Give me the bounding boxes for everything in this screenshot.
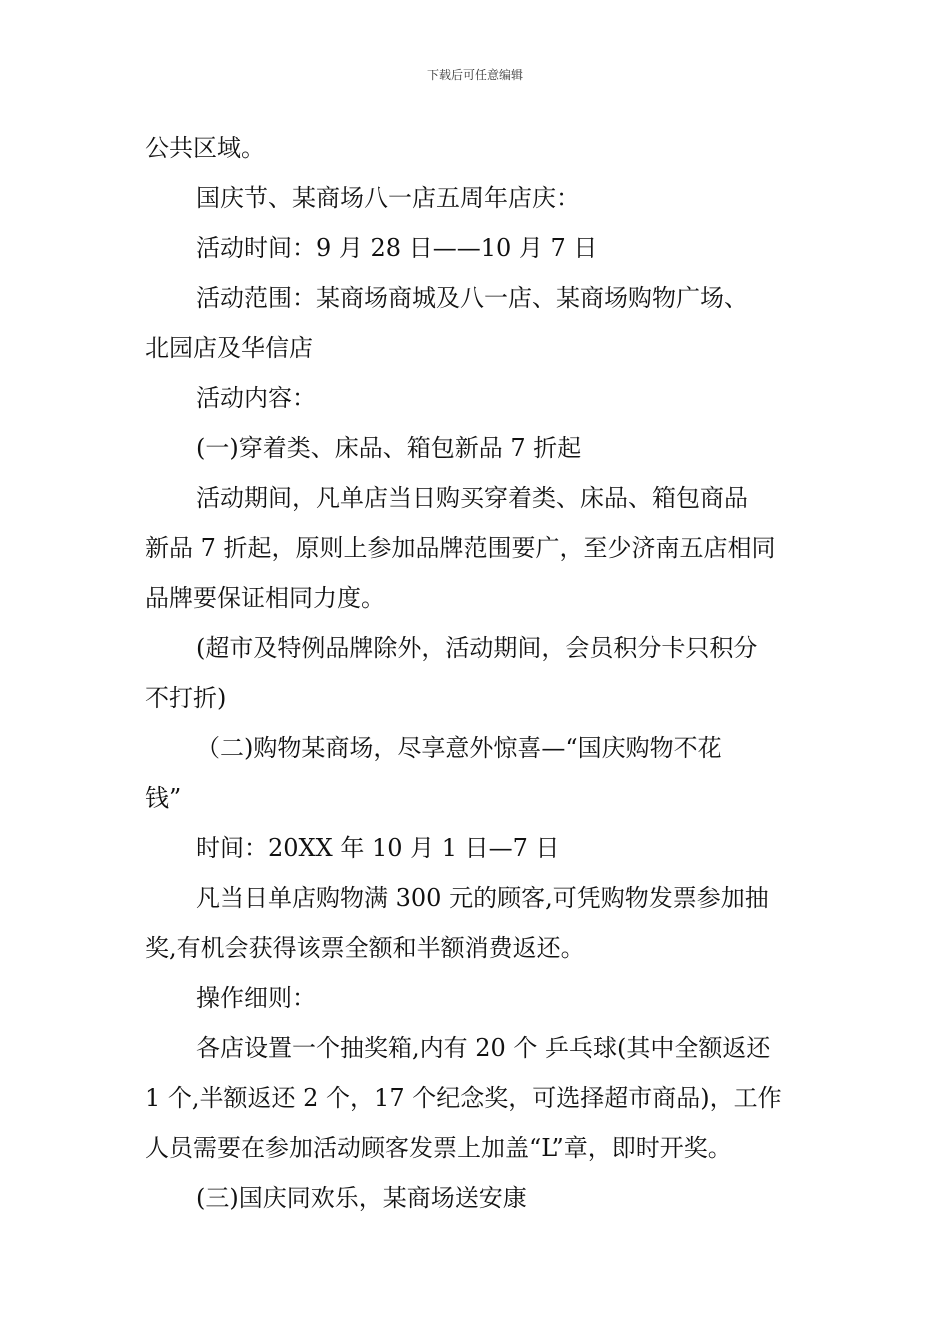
paragraph-line: 活动内容：	[196, 384, 316, 412]
document-body	[145, 128, 810, 1228]
paragraph-line: 操作细则：	[196, 984, 316, 1012]
paragraph-line: 活动时间：9 月 28 日——10 月 7 日	[196, 234, 598, 262]
section-heading: (一)穿着类、床品、箱包新品 7 折起	[196, 434, 582, 462]
paragraph-line: 活动范围：某商场商城及八一店、某商场购物广场、	[196, 284, 748, 312]
paragraph-line: (超市及特例品牌除外，活动期间，会员积分卡只积分	[196, 634, 758, 662]
text-line: 北园店及华信店	[145, 334, 313, 362]
page-header: 下载后可任意编辑	[426, 68, 523, 82]
section-heading: （二)购物某商场，尽享意外惊喜—“国庆购物不花	[196, 734, 722, 762]
paragraph-line: 凡当日单店购物满 300 元的顾客,可凭购物发票参加抽	[196, 884, 769, 912]
text-line: 不打折)	[145, 684, 227, 712]
text-line: 人员需要在参加活动顾客发票上加盖“L”章，即时开奖。	[145, 1134, 732, 1162]
text-line: 1 个,半额返还 2 个，17 个纪念奖，可选择超市商品)，工作	[145, 1084, 782, 1112]
text-line: 公共区域。	[145, 134, 265, 162]
text-line: 奖,有机会获得该票全额和半额消费返还。	[145, 934, 585, 962]
text-line: 新品 7 折起，原则上参加品牌范围要广，至少济南五店相同	[145, 534, 776, 562]
paragraph-line: 各店设置一个抽奖箱,内有 20 个 乒乓球(其中全额返还	[196, 1034, 771, 1062]
text-line: 品牌要保证相同力度。	[145, 584, 385, 612]
paragraph-line: 活动期间，凡单店当日购买穿着类、床品、箱包商品	[196, 484, 748, 512]
text-line: 钱”	[145, 784, 182, 812]
paragraph-line: 时间：20XX 年 10 月 1 日—7 日	[196, 834, 560, 862]
paragraph-line: 国庆节、某商场八一店五周年店庆：	[196, 184, 580, 212]
section-heading: (三)国庆同欢乐，某商场送安康	[196, 1184, 527, 1212]
